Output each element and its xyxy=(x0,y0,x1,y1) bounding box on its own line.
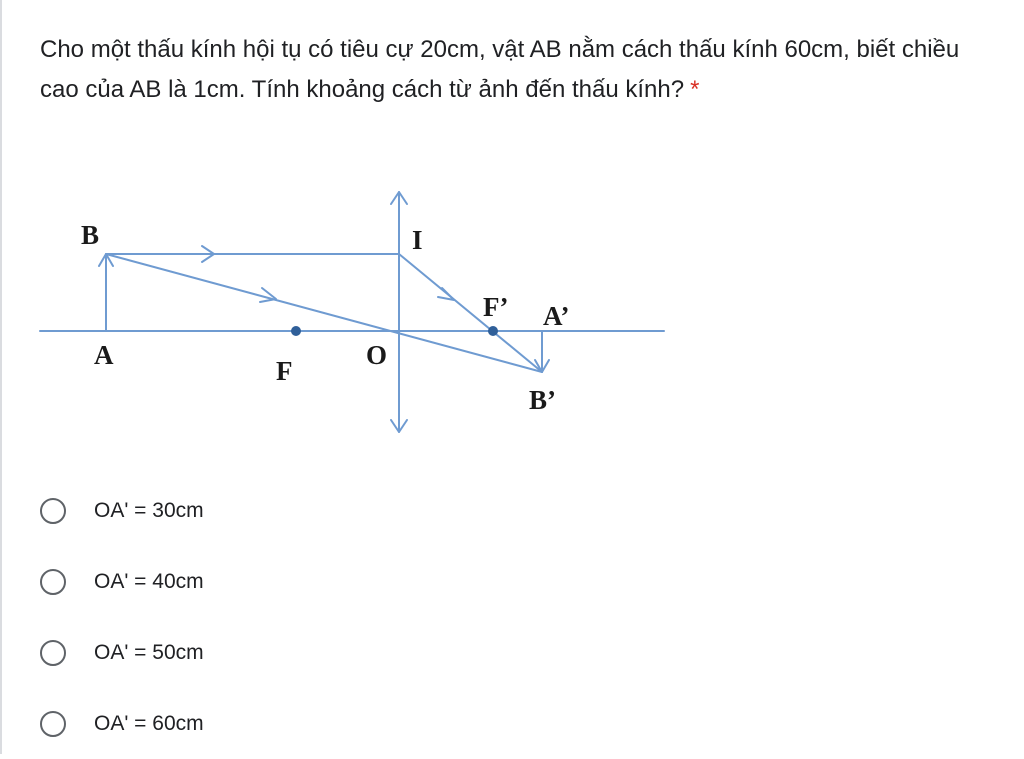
label-f-prime: F’ xyxy=(483,292,509,322)
label-a-prime: A’ xyxy=(543,301,570,331)
question-title xyxy=(40,30,1000,110)
label-o: O xyxy=(366,340,388,370)
option-label-1: OA' = 30cm xyxy=(94,498,204,522)
option-2[interactable] xyxy=(40,546,640,617)
label-b-prime: B’ xyxy=(529,385,556,415)
ray-center-arrowhead xyxy=(260,288,276,302)
focal-point-f xyxy=(291,326,301,336)
answer-options xyxy=(40,475,640,759)
option-label-3: OA' = 50cm xyxy=(94,640,204,664)
radio-button-3[interactable] xyxy=(40,640,66,666)
focal-point-f-prime xyxy=(488,326,498,336)
ray-through-center xyxy=(106,254,542,372)
option-1[interactable] xyxy=(40,475,640,546)
form-left-border xyxy=(0,0,2,754)
ray-refracted-through-f-prime xyxy=(399,254,542,372)
radio-button-1[interactable] xyxy=(40,498,66,524)
label-i: I xyxy=(412,225,423,255)
required-asterisk: * xyxy=(690,76,700,103)
label-f: F xyxy=(276,356,293,386)
label-a: A xyxy=(94,340,114,370)
lens-ray-diagram xyxy=(36,186,668,438)
option-label-4: OA' = 60cm xyxy=(94,711,204,735)
option-3[interactable] xyxy=(40,617,640,688)
option-label-2: OA' = 40cm xyxy=(94,569,204,593)
option-4[interactable] xyxy=(40,688,640,759)
radio-button-2[interactable] xyxy=(40,569,66,595)
question-text: Cho một thấu kính hội tụ có tiêu cự 20cm, vật AB nằm cách thấu kính 60cm, biết chiều cao của AB là 1cm. Tính khoảng cách từ ảnh đến thấu kính? xyxy=(40,36,960,103)
radio-button-4[interactable] xyxy=(40,711,66,737)
label-b: B xyxy=(81,220,100,250)
lens-diagram-svg xyxy=(36,186,668,438)
